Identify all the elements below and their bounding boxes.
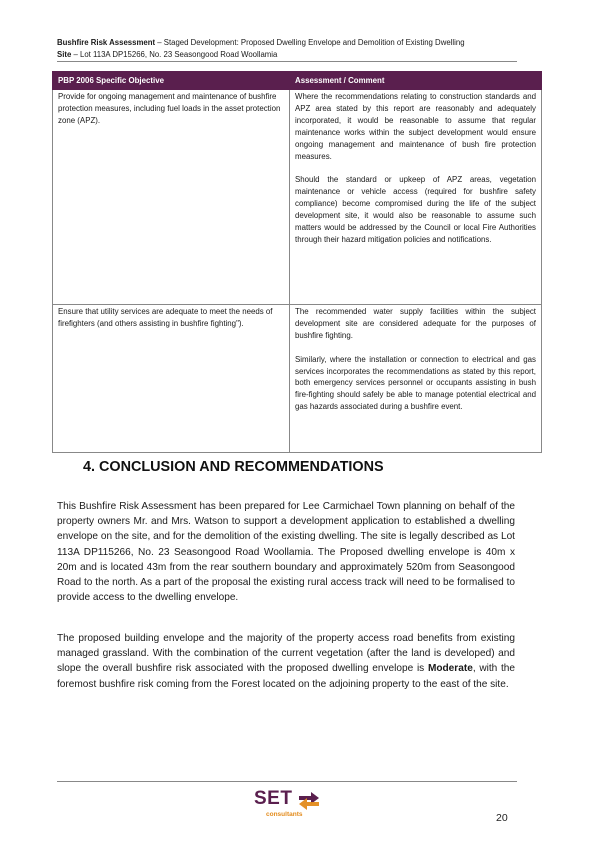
table-row — [53, 90, 542, 305]
conclusion-paragraph-1: This Bushfire Risk Assessment has been prepared for Lee Carmichael Town planning on behalf of the property owners Mr. and Mrs. Watson to support a development application to established a dwelling envelope on the site, and for the demolition of the existing dwelling. The site is legally described as Lot 113A DP115266, No. 23 Seasongood Road Woollamia. The Proposed dwelling envelope is 40m x 20m and is located 43m from the rear southern boundary and approximately 520m from Seasongood Road to the north. As a part of the proposal the existing rural access track will need to be formalised to provide access to the dwelling envelope. — [57, 501, 515, 604]
objective-cell: Provide for ongoing management and maintenance of bushfire protection measures, including fuel loads in the asset protection zone (APZ). — [53, 90, 290, 305]
table-header-row — [53, 72, 542, 90]
logo-subtitle: consultants — [266, 811, 303, 818]
header-line-2 — [57, 49, 517, 61]
header-site-label: Site — [57, 49, 72, 59]
risk-rating: Moderate — [427, 663, 473, 675]
objective-cell: Ensure that utility services are adequate to meet the needs of firefighters (and others assisting in bushfire fighting"). — [53, 305, 290, 453]
paragraph-text: The proposed building envelope and the majority of the property access road benefits from existing managed grassland. With the combination of the current vegetation (after the land is developed) and slope the overall bushfire risk associated with the proposed dwelling envelope is — [57, 633, 515, 675]
logo-wordmark: SET — [254, 788, 293, 809]
col-header-assessment: Assessment / Comment — [290, 72, 542, 90]
footer-divider — [57, 781, 517, 782]
header-divider — [57, 61, 517, 62]
assessment-paragraph: Similarly, where the installation or connection to electrical and gas services incorporates the recommendations as stated by this report, both emergency services personnel or occupants assisting in bush fire-fighting should safely be able to manage potential electrical and gas hazards associated during a bushfire event. — [295, 354, 536, 412]
assessment-paragraph: Where the recommendations relating to construction standards and APZ area stated by this report are reasonably and adequately incorporated, it would be reasonable to assume that regular maintenance works within the subject development would ensure ongoing management and maintenance of bush fire protection measures. — [295, 92, 536, 161]
header-line-1 — [57, 37, 517, 49]
conclusion-paragraph-2 — [57, 631, 515, 692]
header-doc-title: Bushfire Risk Assessment — [57, 38, 156, 47]
objectives-table — [52, 71, 542, 453]
assessment-cell — [290, 305, 542, 453]
assessment-paragraph: Should the standard or upkeep of APZ areas, vegetation maintenance or vehicle access (required for bushfire safety compliance) become compromised during the life of the subject development site, it would also be reasonable to assume such matters would be addressed by the Council or local Fire Authorities through their hazard mitigation policies and notifications. — [295, 175, 536, 244]
page-header — [57, 37, 517, 60]
header-doc-subtitle: – Staged Development: Proposed Dwelling Envelope and Demolition of Existing Dwelling — [155, 38, 465, 47]
col-header-objective: PBP 2006 Specific Objective — [53, 72, 290, 90]
assessment-paragraph: The recommended water supply facilities within the subject development site are considered adequate for the purposes of bushfire fighting. — [295, 307, 536, 340]
paragraph-text: , with the foremost bushfire risk coming from the Forest located on the adjoining property to the east of the site. — [57, 663, 515, 690]
company-logo — [254, 788, 326, 824]
page-number: 20 — [496, 812, 508, 824]
assessment-cell — [290, 90, 542, 305]
arrows-icon — [297, 790, 321, 810]
section-heading: 4. CONCLUSION AND RECOMMENDATIONS — [83, 459, 384, 475]
header-site-value: – Lot 113A DP15266, No. 23 Seasongood Road Woollamia — [71, 49, 278, 59]
table-row — [53, 305, 542, 453]
